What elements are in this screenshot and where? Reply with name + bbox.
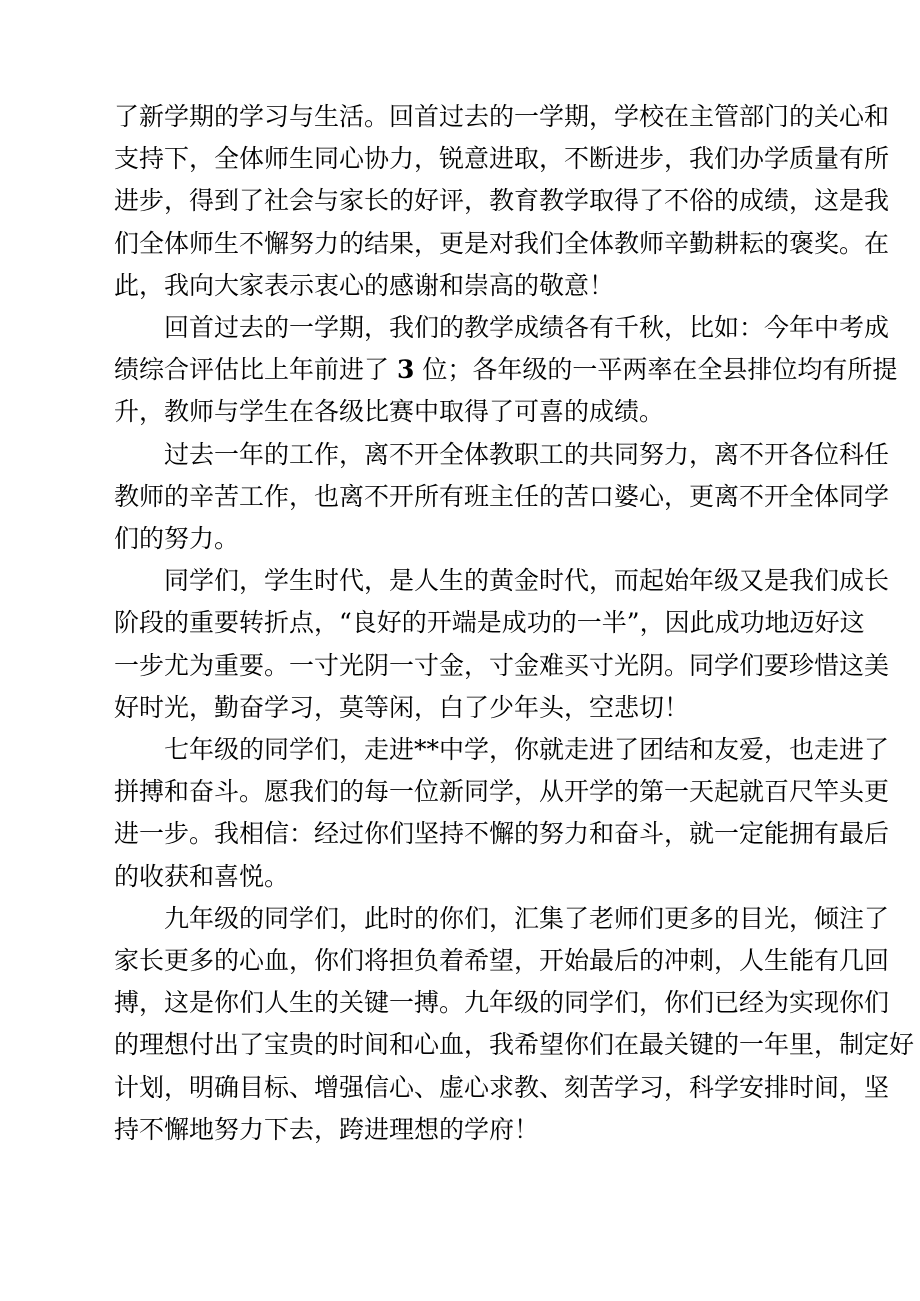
text-line: 进一步。我相信：经过你们坚持不懈的努力和奋斗，就一定能拥有最后 xyxy=(114,819,890,849)
text-line: 家长更多的心血，你们将担负着希望，开始最后的冲刺，人生能有几回 xyxy=(114,946,890,976)
rank-number: 3 xyxy=(396,355,415,385)
text-line: 一步尤为重要。一寸光阴一寸金，寸金难买寸光阴。同学们要珍惜这美 xyxy=(114,650,890,680)
text-line: 们的努力。 xyxy=(114,524,240,554)
paragraph-1 xyxy=(114,96,890,307)
text-line: 过去一年的工作，离不开全体教职工的共同努力，离不开各位科任 xyxy=(164,439,890,469)
text-line: 同学们，学生时代，是人生的黄金时代，而起始年级又是我们成长 xyxy=(164,566,890,596)
text-line: 支持下，全体师生同心协力，锐意进取，不断进步，我们办学质量有所 xyxy=(114,144,890,174)
document-body xyxy=(114,96,915,1151)
text-line: 计划，明确目标、增强信心、虚心求教、刻苦学习，科学安排时间，坚 xyxy=(114,1072,890,1102)
text-line-with-number xyxy=(114,349,898,391)
text-line: 此，我向大家表示衷心的感谢和崇高的敬意！ xyxy=(114,270,615,300)
paragraph-6 xyxy=(114,898,915,1151)
text-line: 教师的辛苦工作，也离不开所有班主任的苦口婆心，更离不开全体同学 xyxy=(114,481,890,511)
text-segment: 位；各年级的一平两率在全县排位均有所提 xyxy=(422,355,898,385)
paragraph-4 xyxy=(114,560,890,729)
paragraph-2 xyxy=(114,307,898,434)
text-line: 搏，这是你们人生的关键一搏。九年级的同学们，你们已经为实现你们 xyxy=(114,988,890,1018)
text-line: 阶段的重要转折点，“良好的开端是成功的一半”，因此成功地迈好这 xyxy=(114,608,865,638)
text-line: 拼搏和奋斗。愿我们的每一位新同学，从开学的第一天起就百尺竿头更 xyxy=(114,777,890,807)
text-line: 了新学期的学习与生活。回首过去的一学期，学校在主管部门的关心和 xyxy=(114,102,890,131)
paragraph-5 xyxy=(114,729,890,898)
text-line: 回首过去的一学期，我们的教学成绩各有千秋，比如：今年中考成 xyxy=(164,313,890,343)
text-segment: 绩综合评估比上年前进了 xyxy=(114,355,390,385)
text-line: 九年级的同学们，此时的你们，汇集了老师们更多的目光，倾注了 xyxy=(164,903,890,933)
text-line: 好时光，勤奋学习，莫等闲，白了少年头，空悲切！ xyxy=(114,692,690,722)
text-line: 的理想付出了宝贵的时间和心血，我希望你们在最关键的一年里，制定好 xyxy=(114,1030,915,1060)
text-line: 持不懈地努力下去，跨进理想的学府！ xyxy=(114,1114,540,1144)
text-line: 的收获和喜悦。 xyxy=(114,861,290,891)
paragraph-3 xyxy=(114,434,890,561)
text-line: 升，教师与学生在各级比赛中取得了可喜的成绩。 xyxy=(114,397,665,427)
text-line: 七年级的同学们，走进**中学，你就走进了团结和友爱，也走进了 xyxy=(164,735,890,765)
text-line: 们全体师生不懈努力的结果，更是对我们全体教师辛勤耕耘的褒奖。在 xyxy=(114,228,890,258)
text-line: 进步，得到了社会与家长的好评，教育教学取得了不俗的成绩，这是我 xyxy=(114,186,890,216)
